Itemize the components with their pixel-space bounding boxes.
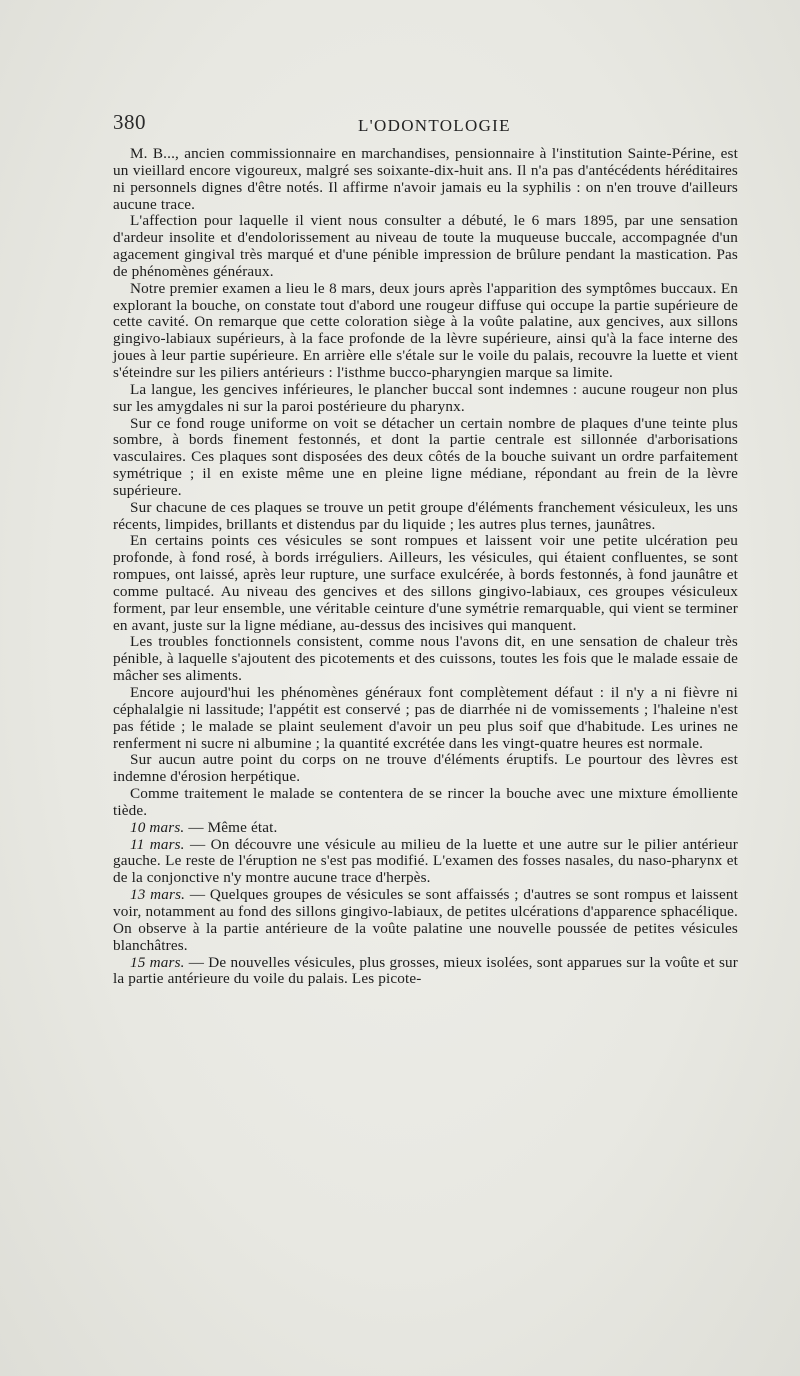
entry-date: 10 mars. bbox=[130, 818, 185, 836]
entry-date: 13 mars. bbox=[130, 886, 186, 904]
dated-entry bbox=[113, 820, 738, 837]
paragraph: Sur ce fond rouge uniforme on voit se détacher un certain nombre de plaques d'une teinte plus sombre, à bords finement festonnés, et dont la partie centrale est sillonnée d'arborisations vasculaires. Ces plaques sont disposées des deux côtés de la bouche suivant un ordre parfaitement symétrique ; il en existe même une en pleine ligne médiane, répondant au frein de la lèvre supérieure. bbox=[113, 414, 738, 499]
paragraph: Notre premier examen a lieu le 8 mars, deux jours après l'apparition des symptômes buccaux. En explorant la bouche, on constate tout d'abord une rougeur diffuse qui occupe la partie supérieure de cette cavité. On remarque que cette coloration siège à la voûte palatine, aux gencives, aux sillons gingivo-labiaux supérieurs, à la face profonde de la lèvre supérieure, ainsi qu'à la face interne des joues à leur partie supérieure. En arrière elle s'étale sur le voile du palais, recouvre la luette et vient s'éteindre sur les piliers antérieurs : l'isthme bucco-pharyngien marque sa limite. bbox=[113, 279, 738, 381]
running-title: L'ODONTOLOGIE bbox=[358, 116, 511, 135]
dated-entry bbox=[113, 955, 738, 989]
paragraph: Sur aucun autre point du corps on ne trouve d'éléments éruptifs. Le pourtour des lèvres est indemne d'érosion herpétique. bbox=[113, 751, 738, 786]
paragraph: M. B..., ancien commissionnaire en marchandises, pensionnaire à l'institution Sainte-Périne, est un vieillard encore vigoureux, malgré ses soixante-dix-huit ans. Il n'a pas d'antécédents héréditaires ni personnels dignes d'être notés. Il affirme n'avoir jamais eu la syphilis : on n'en trouve d'ailleurs aucune trace. bbox=[113, 145, 738, 213]
dated-entry bbox=[113, 887, 738, 954]
entry-text: — De nouvelles vésicules, plus grosses, mieux isolées, sont apparues sur la voûte et sur la partie antérieure du voile du palais. Les picote- bbox=[113, 953, 738, 988]
paragraph: Les troubles fonctionnels consistent, comme nous l'avons dit, en une sensation de chaleur très pénible, à laquelle s'ajoutent des picotements et des cuissons, toutes les fois que le malade essaie de mâcher ses aliments. bbox=[113, 633, 738, 685]
paragraph: La langue, les gencives inférieures, le plancher buccal sont indemnes : aucune rougeur non plus sur les amygdales ni sur la paroi postérieure du pharynx. bbox=[113, 380, 738, 415]
article-body bbox=[113, 146, 738, 988]
entry-text: — On découvre une vésicule au milieu de la luette et une autre sur le pilier antérieur gauche. Le reste de l'éruption ne s'est pas modifié. L'examen des fosses nasales, du naso-pharynx et de la conjonctive n'y montre aucune trace d'herpès. bbox=[113, 835, 738, 887]
dated-entry bbox=[113, 837, 738, 888]
page-header bbox=[113, 110, 738, 140]
entry-text: — Même état. bbox=[184, 818, 278, 836]
entry-text: — Quelques groupes de vésicules se sont affaissés ; d'autres se sont rompus et laissent voir, notamment au fond des sillons gingivo-labiaux, de petites ulcérations d'apparence sphacélique. On observe à la partie antérieure de la voûte palatine une nouvelle poussée de petites vésicules blanchâtres. bbox=[113, 886, 738, 954]
paragraph: Sur chacune de ces plaques se trouve un petit groupe d'éléments franchement vésiculeux, les uns récents, limpides, brillants et distendus par du liquide ; les autres plus ternes, jaunâtres. bbox=[113, 498, 738, 533]
paragraph: En certains points ces vésicules se sont rompues et laissent voir une petite ulcération peu profonde, à fond rosé, à bords irréguliers. Ailleurs, les vésicules, qui étaient confluentes, se sont rompues, ont laissé, après leur rupture, une surface exulcérée, à bords festonnés, à fond jaunâtre et comme pultacé. Au niveau des gencives et des sillons gingivo-labiaux, ces groupes vésiculeux forment, par leur ensemble, une véritable ceinture d'une symétrie remarquable, qui vient se terminer en avant, juste sur la ligne médiane, au-dessus des incisives qui manquent. bbox=[113, 532, 738, 634]
paragraph: Encore aujourd'hui les phénomènes généraux font complètement défaut : il n'y a ni fièvre ni céphalalgie ni lassitude; l'appétit est conservé ; pas de diarrhée ni de vomissements ; l'haleine n'est pas fétide ; le malade se plaint seulement d'avoir un peu plus soif que d'habitude. Les urines ne renferment ni sucre ni albumine ; la quantité excrétée dans les vingt-quatre heures est normale. bbox=[113, 684, 738, 752]
page-number: 380 bbox=[113, 110, 146, 134]
paragraph: L'affection pour laquelle il vient nous consulter a débuté, le 6 mars 1895, par une sensation d'ardeur insolite et d'endolorissement au niveau de toute la muqueuse buccale, accompagnée d'un agacement gingival très marqué et d'une pénible impression de brûlure pendant la mastication. Pas de phénomènes généraux. bbox=[113, 212, 738, 280]
entry-date: 15 mars. bbox=[130, 953, 185, 971]
paragraph: Comme traitement le malade se contentera de se rincer la bouche avec une mixture émolliente tiède. bbox=[113, 785, 738, 819]
entry-date: 11 mars. bbox=[130, 835, 185, 853]
